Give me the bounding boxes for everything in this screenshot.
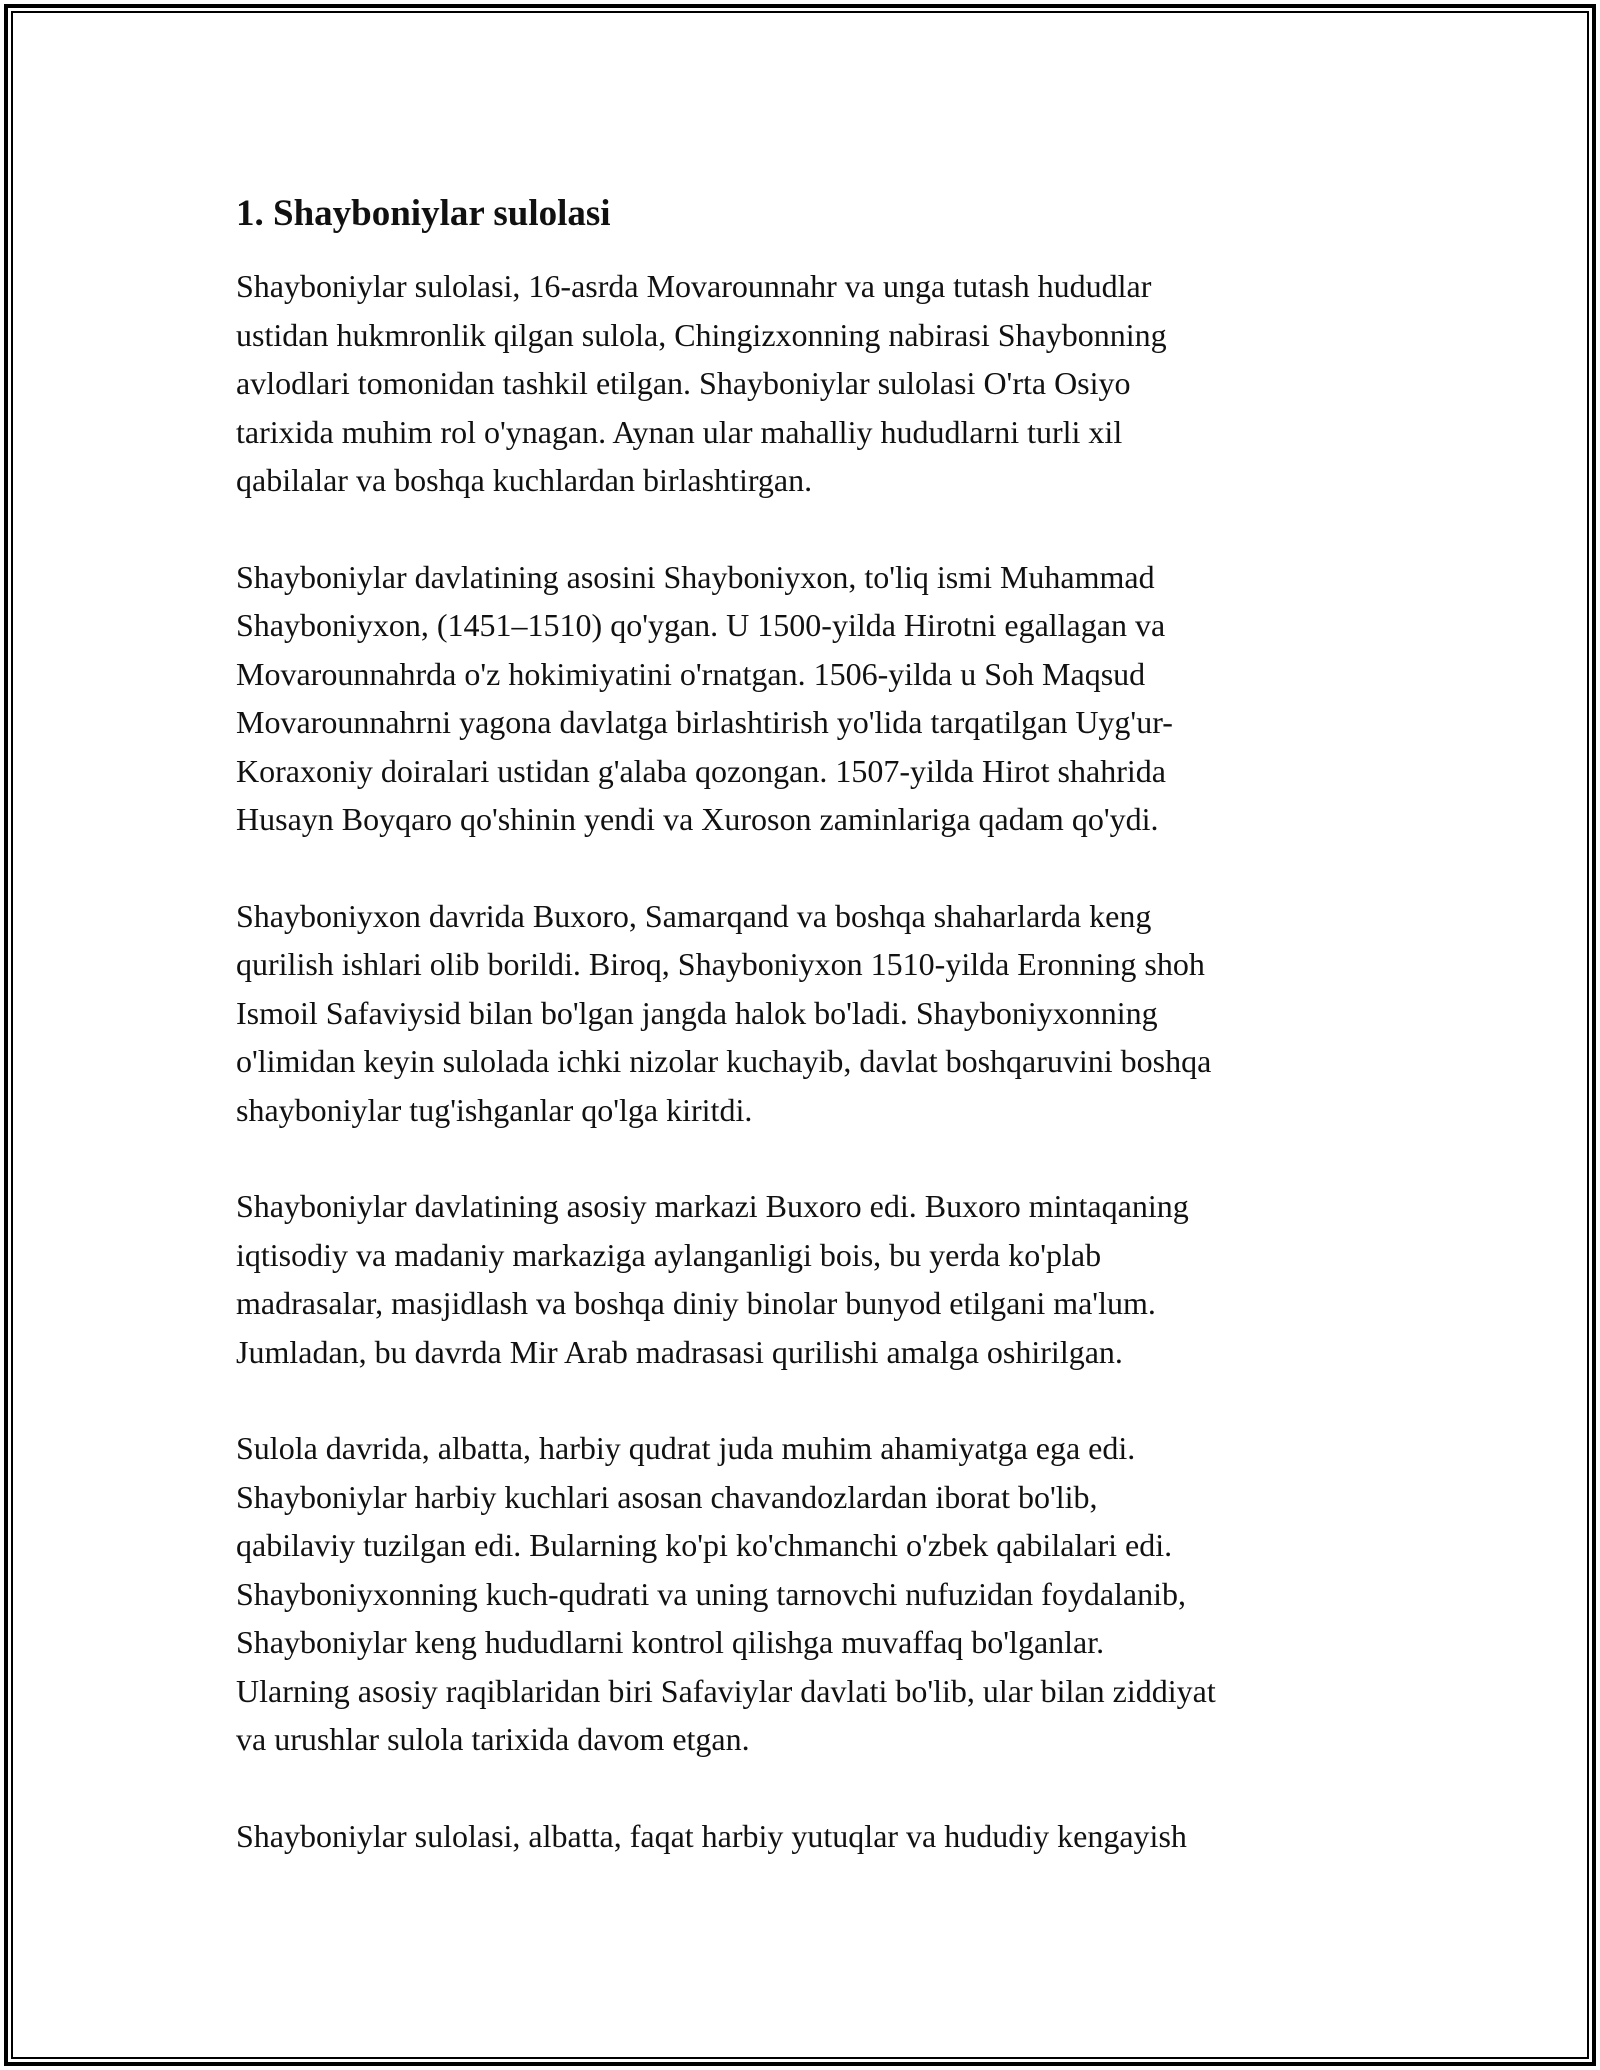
- paragraph-3: Shayboniyxon davrida Buxoro, Samarqand va boshqa shaharlarda keng qurilish ishlari olib borildi. Biroq, Shayboniyxon 1510-yilda Eronning shoh Ismoil Safaviysid bilan bo'lgan jangda halok bo'ladi. Shayboniyxonning o'limidan keyin sulolada ichki nizolar kuchayib, davlat boshqaruvini boshqa shayboniylar tug'ishganlar qo'lga kiritdi.: [236, 897, 1212, 1128]
- paragraph-5: Sulola davrida, albatta, harbiy qudrat juda muhim ahamiyatga ega edi. Shayboniylar harbiy kuchlari asosan chavandozlardan iborat bo'lib, qabilaviy tuzilgan edi. Bularning ko'pi ko'chmanchi o'zbek qabilalari edi. Shayboniyxonning kuch-qudrati va uning tarnovchi nufuzidan foydalanib, Shayboniylar keng hududlarni kontrol qilishga muvaffaq bo'lganlar. Ularning asosiy raqiblaridan biri Safaviylar davlati bo'lib, ular bilan ziddiyat va urushlar sulola tarixida davom etgan.: [236, 1430, 1216, 1757]
- section-heading: 1. Shayboniylar sulolasi: [236, 193, 611, 234]
- document-body: [236, 186, 1376, 1908]
- paragraph-2: Shayboniylar davlatining asosini Shayboniyxon, to'liq ismi Muhammad Shayboniyxon, (1451–1510) qo'ygan. U 1500-yilda Hirotni egallagan va Movarounnahrda o'z hokimiyatini o'rnatgan. 1506-yilda u Soh Maqsud Movarounnahrni yagona davlatga birlashtirish yo'lida tarqatilgan Uyg'ur- Koraxoniy doiralari ustidan g'alaba qozongan. 1507-yilda Hirot shahrida Husayn Boyqaro qo'shinin yendi va Xuroson zaminlariga qadam qo'ydi.: [236, 558, 1173, 837]
- paragraph-6: Shayboniylar sulolasi, albatta, faqat harbiy yutuqlar va hududiy kengayish: [236, 1817, 1187, 1854]
- paragraph-4: Shayboniylar davlatining asosiy markazi Buxoro edi. Buxoro mintaqaning iqtisodiy va madaniy markaziga aylanganligi bois, bu yerda ko'plab madrasalar, masjidlash va boshqa diniy binolar bunyod etilgani ma'lum. Jumladan, bu davrda Mir Arab madrasasi qurilishi amalga oshirilgan.: [236, 1188, 1189, 1370]
- paragraph-1: Shayboniylar sulolasi, 16-asrda Movarounnahr va unga tutash hududlar ustidan hukmronlik qilgan sulola, Chingizxonning nabirasi Shaybonning avlodlari tomonidan tashkil etilgan. Shayboniylar sulolasi O'rta Osiyo tarixida muhim rol o'ynagan. Aynan ular mahalliy hududlarni turli xil qabilalar va boshqa kuchlardan birlashtirgan.: [236, 268, 1167, 498]
